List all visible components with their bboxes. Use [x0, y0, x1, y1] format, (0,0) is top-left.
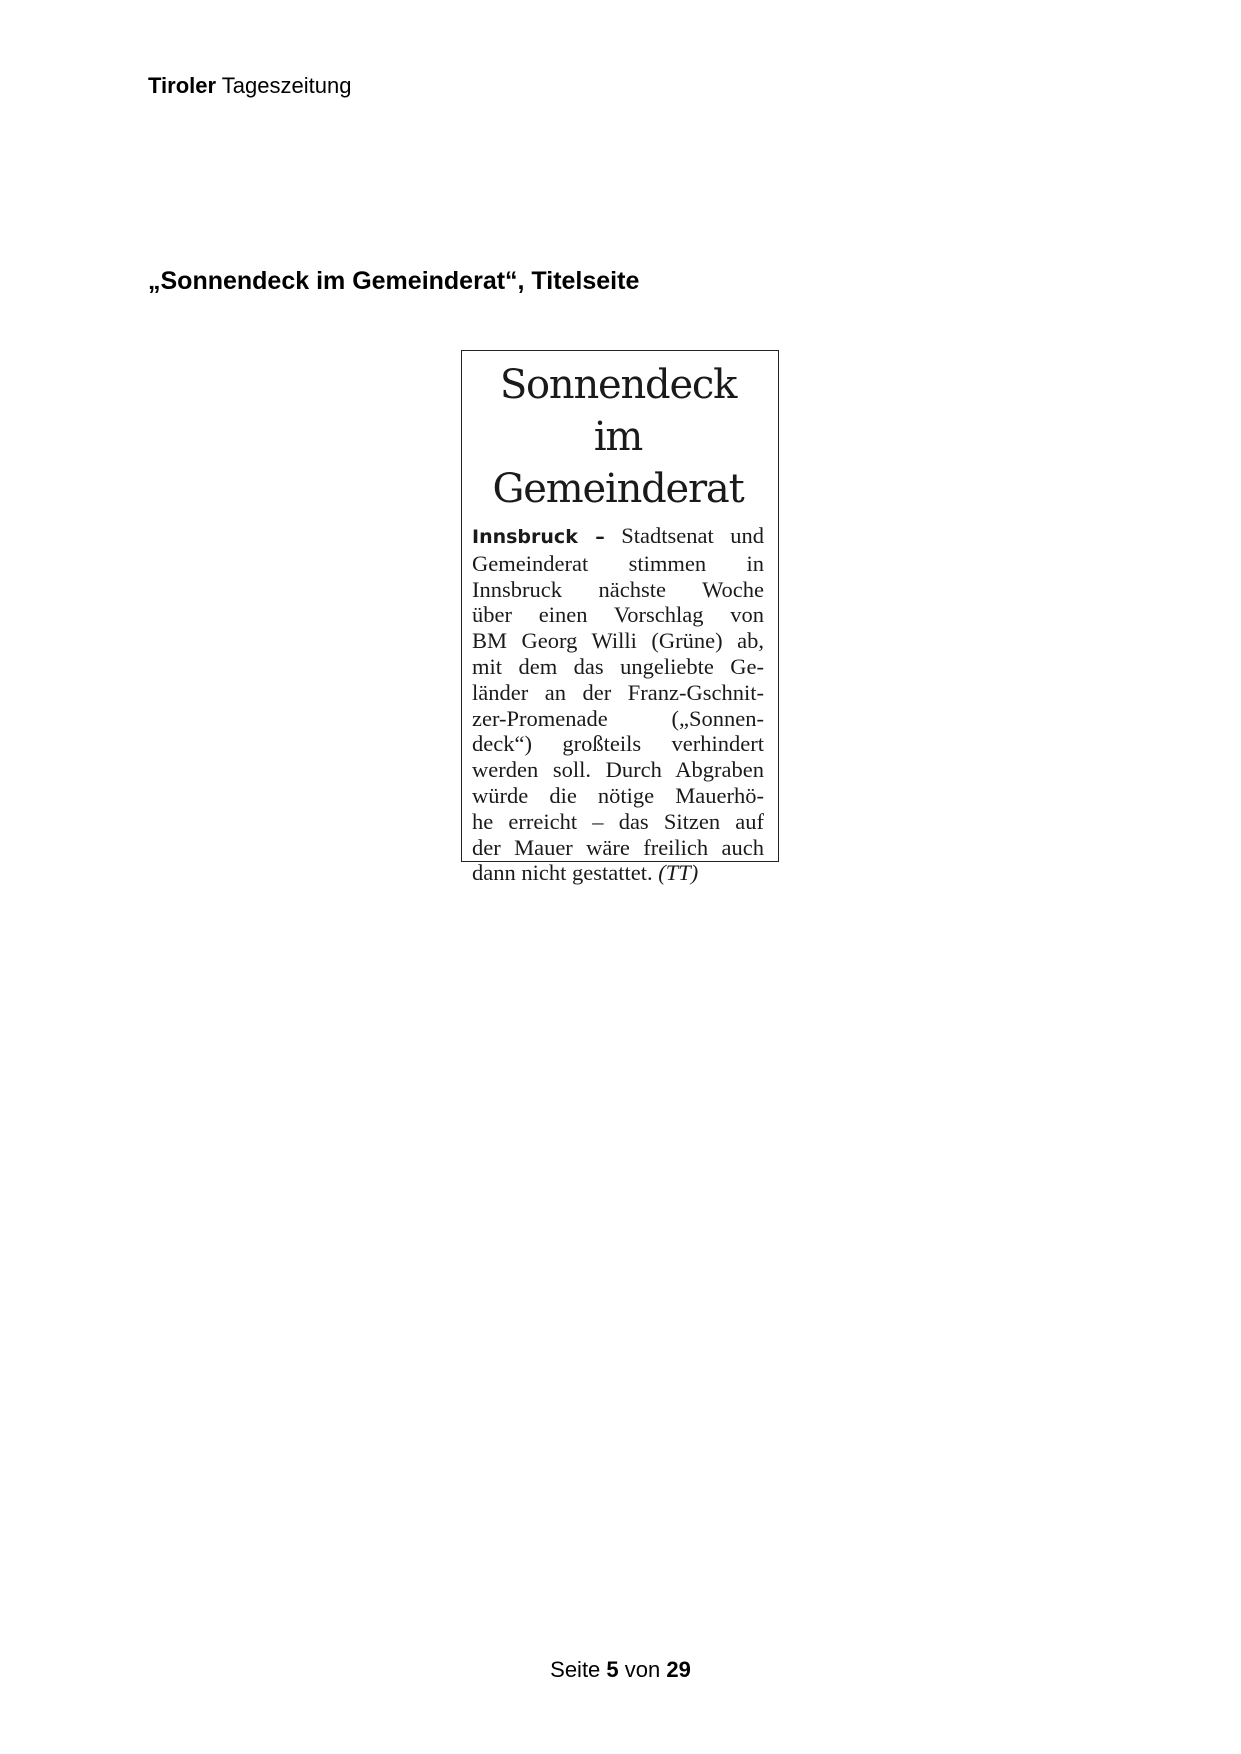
page-of-label: von	[618, 1657, 667, 1682]
clipping-body-text: dann nicht gestattet.	[472, 860, 653, 886]
clipping-body-line: mit dem das ungeliebte Ge-	[472, 653, 764, 679]
clipping-body-line: werden soll. Durch Abgraben	[472, 757, 764, 783]
publication-name-bold: Tiroler	[148, 73, 217, 98]
page-total: 29	[666, 1657, 691, 1682]
clipping-body-line: zer-Promenade („Sonnen-	[472, 705, 764, 731]
clipping-headline	[472, 359, 764, 515]
page-footer	[0, 1656, 1241, 1684]
publication-name-rest: Tageszeitung	[216, 73, 352, 98]
clipping-body-line	[472, 523, 764, 551]
clipping-body-line: BM Georg Willi (Grüne) ab,	[472, 628, 764, 654]
clipping-credit: (TT)	[658, 860, 699, 886]
clipping-headline-line-1: Sonnendeck im	[499, 362, 737, 460]
clipping-body-line: deck“) großteils verhindert	[472, 731, 764, 757]
clipping-body-line: über einen Vorschlag von	[472, 602, 764, 628]
clipping-body-line: Innsbruck nächste Woche	[472, 576, 764, 602]
page-header	[148, 72, 351, 100]
clipping-headline-line-2: Gemeinderat	[492, 466, 744, 512]
clipping-body-line: würde die nötige Mauerhö-	[472, 782, 764, 808]
page-number: 5	[606, 1657, 619, 1682]
clipping-body	[472, 523, 764, 886]
clipping-body-line	[472, 860, 764, 886]
clipping-dateline: Innsbruck –	[472, 526, 605, 548]
clipping-body-line: der Mauer wäre freilich auch	[472, 834, 764, 860]
clipping-body-line: Gemeinderat stimmen in	[472, 550, 764, 576]
section-title: „Sonnendeck im Gemeinderat“, Titelseite	[148, 267, 640, 295]
newspaper-clipping	[461, 350, 779, 886]
clipping-body-text: Stadtsenat und	[621, 523, 764, 548]
clipping-body-line: he erreicht – das Sitzen auf	[472, 808, 764, 834]
page-label: Seite	[550, 1657, 607, 1682]
clipping-body-line: länder an der Franz-Gschnit-	[472, 679, 764, 705]
